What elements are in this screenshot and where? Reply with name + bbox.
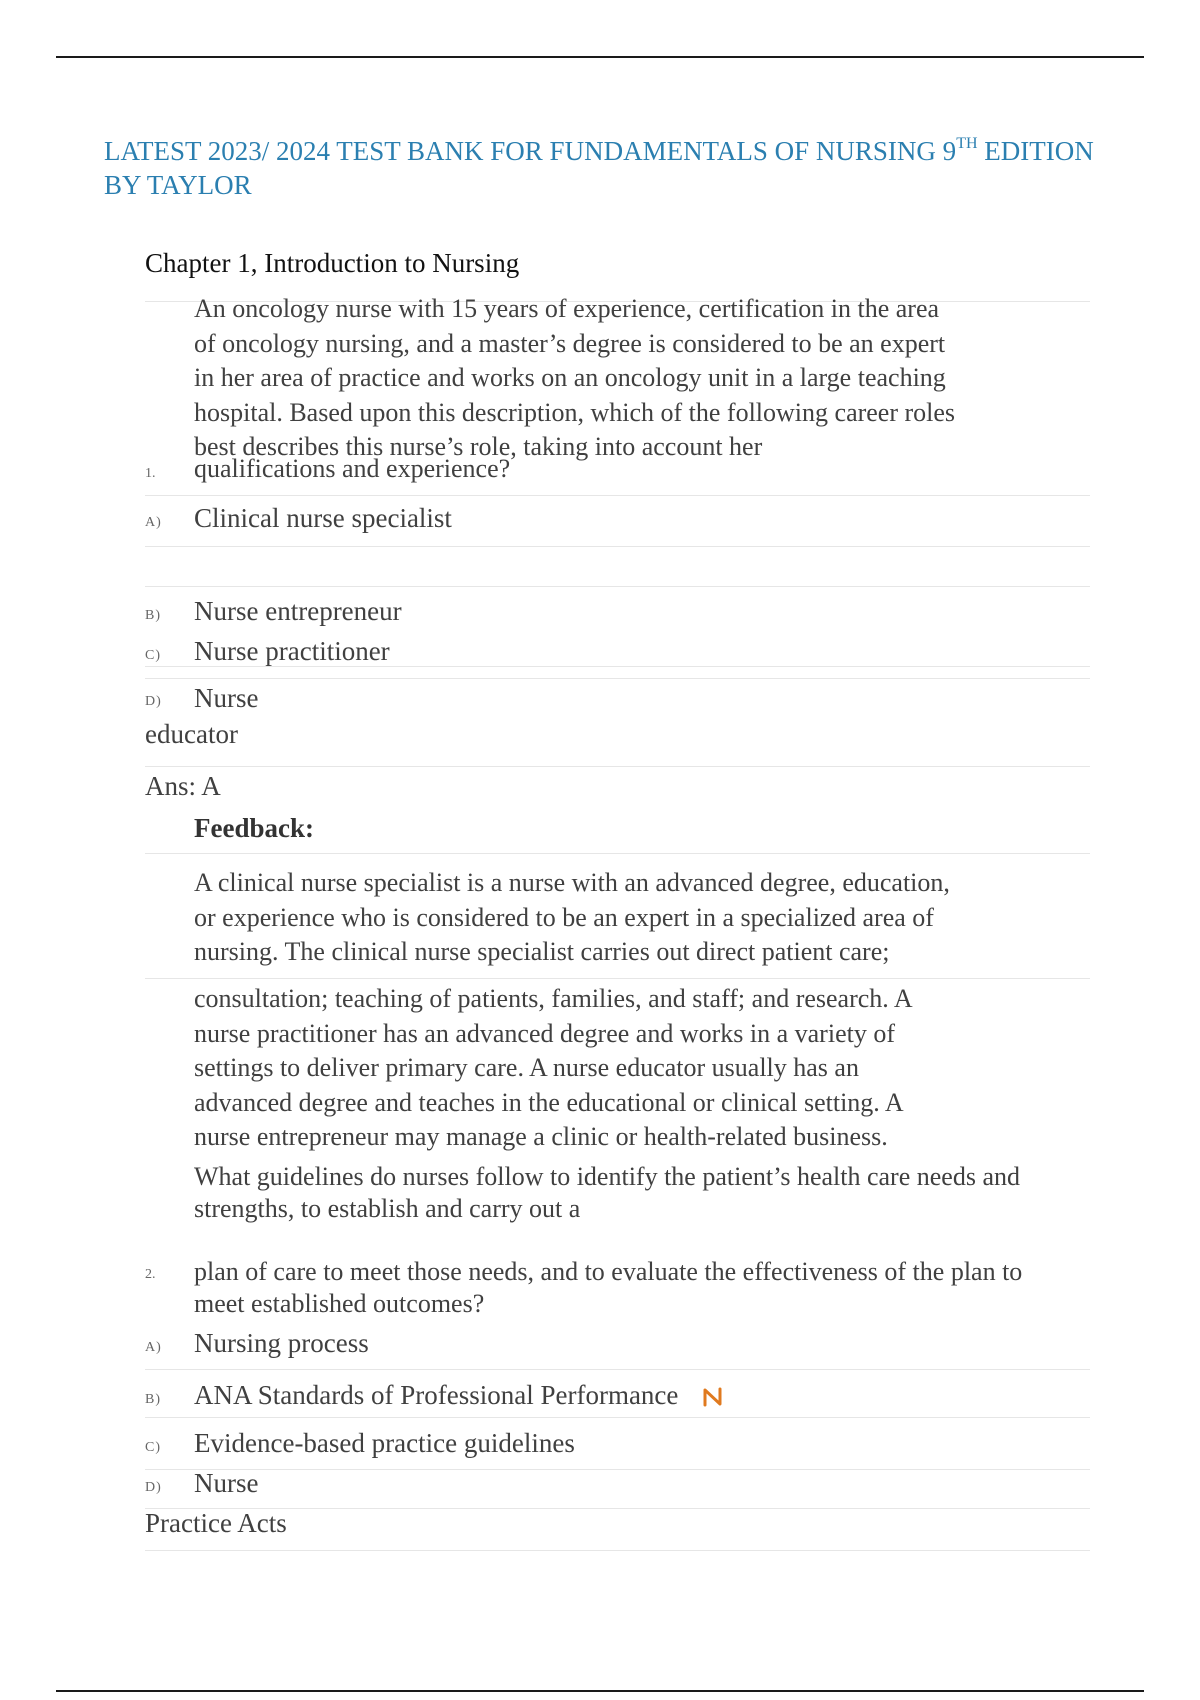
q2-line: strengths, to establish and carry out a xyxy=(194,1194,581,1223)
feedback-line: A clinical nurse specialist is a nurse with an advanced degree, education, xyxy=(194,868,950,897)
document-title xyxy=(104,134,1164,202)
q1-line: best describes this nurse’s role, taking into account her xyxy=(194,432,763,461)
q2-option-letter: D) xyxy=(145,1480,162,1495)
divider xyxy=(145,853,1090,854)
title-author: BY TAYLOR xyxy=(104,170,252,200)
q2-option-letter: B) xyxy=(145,1392,161,1407)
bottom-rule xyxy=(56,1690,1144,1692)
q1-option-letter: A) xyxy=(145,515,162,530)
q1-option-c: Nurse practitioner xyxy=(194,636,390,666)
q1-option-letter: B) xyxy=(145,608,161,623)
q1-option-letter: C) xyxy=(145,648,161,663)
feedback-line: advanced degree and teaches in the educational or clinical setting. A xyxy=(194,1087,904,1117)
feedback-paragraph-2 xyxy=(194,982,913,1155)
title-superscript: TH xyxy=(956,135,978,152)
feedback-line: or experience who is considered to be an expert in a specialized area of xyxy=(194,902,934,932)
top-rule xyxy=(56,56,1144,58)
feedback-line: consultation; teaching of patients, families, and staff; and research. A xyxy=(194,984,913,1013)
q1-line: in her area of practice and works on an oncology unit in a large teaching xyxy=(194,363,946,392)
q1-option-b: Nurse entrepreneur xyxy=(194,596,402,626)
q2-line: plan of care to meet those needs, and to evaluate the effectiveness of the plan to xyxy=(194,1257,1023,1286)
q2-line: meet established outcomes? xyxy=(194,1289,485,1318)
q1-line: of oncology nursing, and a master’s degree is considered to be an expert xyxy=(194,328,946,358)
feedback-line: nurse entrepreneur may manage a clinic or health-related business. xyxy=(194,1122,888,1151)
divider xyxy=(145,1469,1090,1470)
feedback-label: Feedback: xyxy=(194,813,314,843)
divider xyxy=(145,586,1090,587)
divider xyxy=(145,1550,1090,1551)
divider xyxy=(145,495,1090,496)
q1-option-d-cont: educator xyxy=(145,719,238,749)
divider xyxy=(145,666,1090,667)
q1-line: An oncology nurse with 15 years of experience, certification in the area xyxy=(194,294,940,323)
q2-option-letter: A) xyxy=(145,1340,162,1355)
divider xyxy=(145,766,1090,767)
q1-stem-b xyxy=(194,454,510,484)
q2-option-b: ANA Standards of Professional Performance xyxy=(194,1380,679,1410)
feedback-paragraph-1 xyxy=(194,866,950,970)
chapter-heading: Chapter 1, Introduction to Nursing xyxy=(145,248,520,278)
q2-line: What guidelines do nurses follow to identify the patient’s health care needs and xyxy=(194,1162,1020,1191)
divider xyxy=(145,1417,1090,1418)
feedback-line: settings to deliver primary care. A nurse educator usually has an xyxy=(194,1053,859,1082)
title-text: LATEST 2023/ 2024 TEST BANK FOR FUNDAMENTALS OF NURSING 9 xyxy=(104,136,957,166)
feedback-line: nurse practitioner has an advanced degree and works in a variety of xyxy=(194,1018,895,1048)
q2-stem-a xyxy=(194,1161,1020,1225)
q1-option-d: Nurse xyxy=(194,683,259,713)
q2-option-a: Nursing process xyxy=(194,1328,369,1358)
q1-line: hospital. Based upon this description, which of the following career roles xyxy=(194,397,956,427)
q2-option-d-cont: Practice Acts xyxy=(145,1508,287,1538)
q1-stem-a xyxy=(194,292,955,465)
divider xyxy=(145,1369,1090,1370)
watermark-n-icon xyxy=(700,1384,726,1410)
divider xyxy=(145,546,1090,547)
q1-line: qualifications and experience? xyxy=(194,454,511,483)
feedback-line: nursing. The clinical nurse specialist carries out direct patient care; xyxy=(194,937,890,966)
q1-option-letter: D) xyxy=(145,694,162,709)
q1-option-a: Clinical nurse specialist xyxy=(194,503,452,533)
q1-number: 1. xyxy=(145,466,156,481)
q2-number: 2. xyxy=(145,1267,156,1282)
divider xyxy=(145,678,1090,679)
q2-option-d: Nurse xyxy=(194,1468,259,1498)
divider xyxy=(145,978,1090,979)
q2-stem-b xyxy=(194,1256,1022,1320)
q1-answer: Ans: A xyxy=(145,771,221,801)
q2-option-c: Evidence-based practice guidelines xyxy=(194,1428,575,1458)
divider xyxy=(145,1508,1090,1509)
q2-option-letter: C) xyxy=(145,1440,161,1455)
title-tail: EDITION xyxy=(977,136,1094,166)
